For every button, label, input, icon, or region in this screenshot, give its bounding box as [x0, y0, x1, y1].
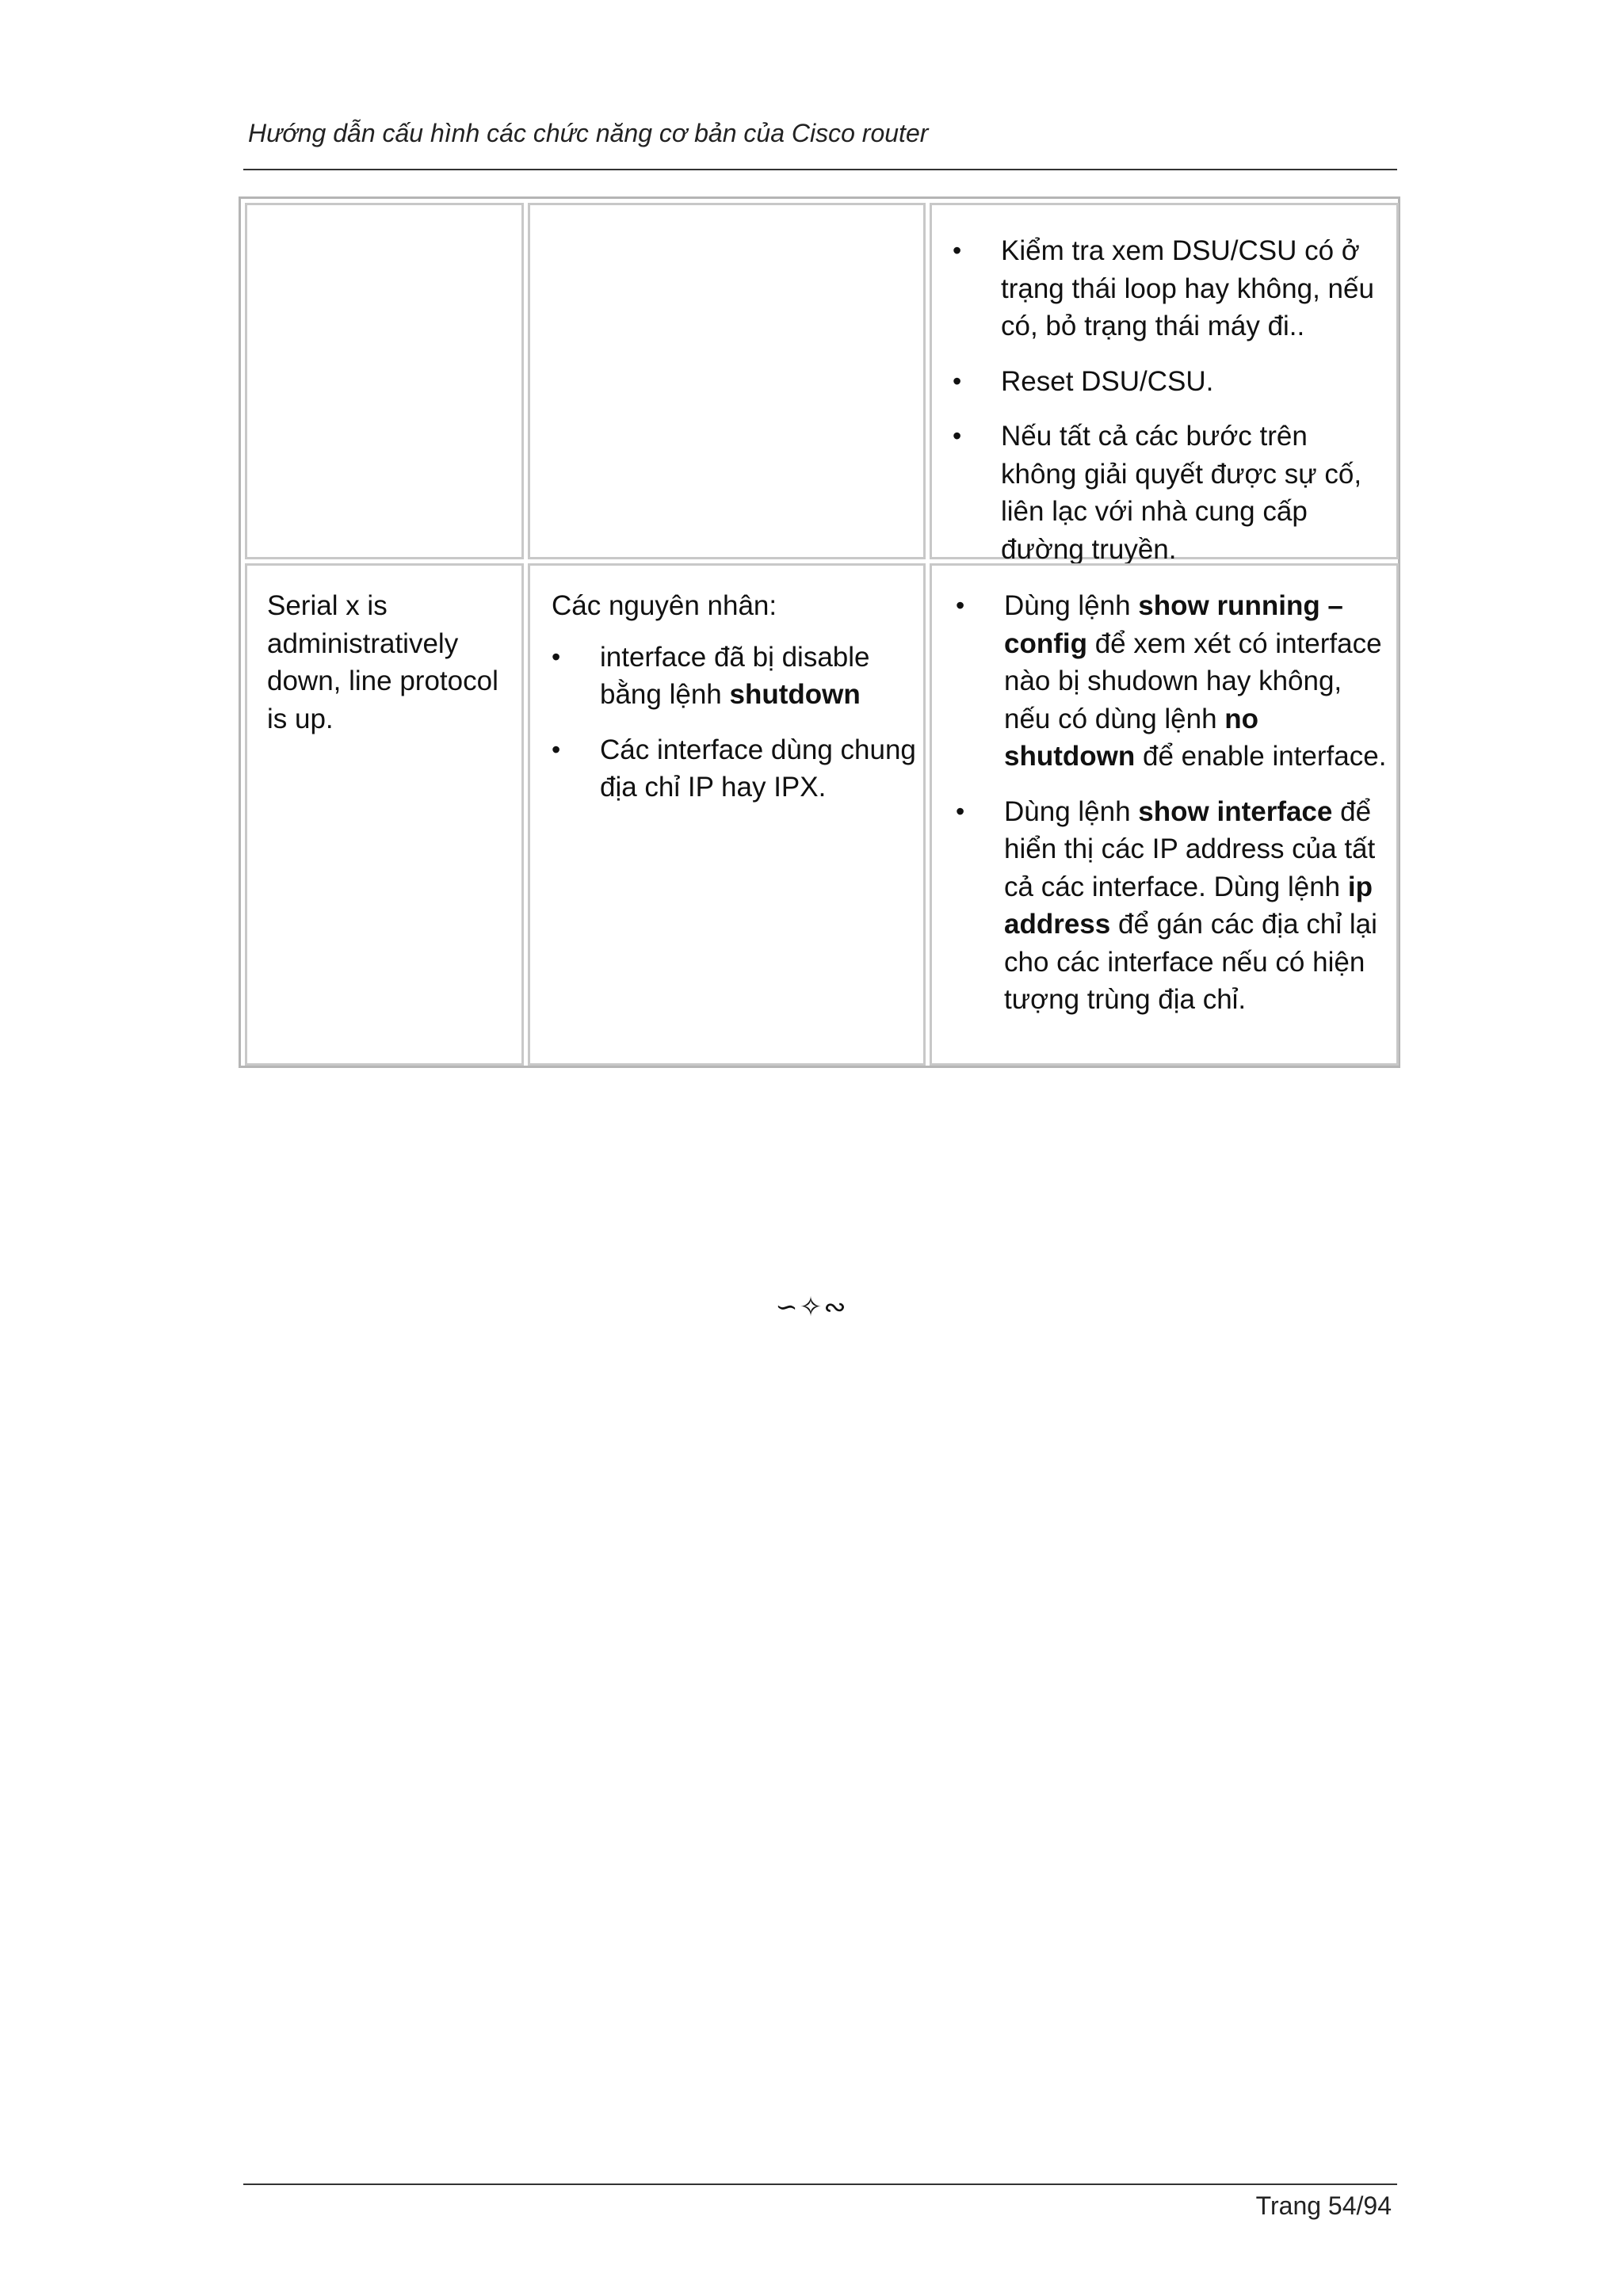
list-item	[953, 363, 1390, 401]
list-item	[956, 793, 1392, 1019]
item-text: Dùng lệnh	[1004, 795, 1139, 827]
row2-action-list	[956, 587, 1392, 1019]
row1-cause-cell	[528, 203, 926, 559]
item-text: Reset DSU/CSU.	[1001, 365, 1214, 397]
bullet-icon: •	[956, 591, 965, 620]
row1-symptom-cell	[245, 203, 524, 559]
item-text: Nếu tất cả các bước trên không giải quyết được sự cố, liên lạc với nhà cung cấp đường truyền.	[1001, 421, 1362, 565]
row2-cause-cell	[528, 563, 926, 1066]
item-text: Các interface dùng chung địa chỉ IP hay IPX.	[600, 734, 916, 803]
item-text: để enable interface.	[1135, 741, 1387, 772]
command-text: show interface	[1138, 795, 1333, 827]
row2-symptom-text: Serial x is administratively down, line protocol is up.	[267, 590, 498, 734]
list-item	[956, 587, 1392, 776]
item-text: Kiểm tra xem DSU/CSU có ở trạng thái loop hay không, nếu có, bỏ trạng thái máy đi..	[1001, 235, 1374, 341]
row2-cause-intro: Các nguyên nhân:	[552, 590, 777, 621]
item-text: để gán các địa chỉ lại cho các interface nếu có hiện tượng trùng địa chỉ.	[1004, 909, 1377, 1015]
troubleshooting-table	[239, 196, 1400, 1068]
command-text: no shutdown	[1004, 703, 1259, 772]
bullet-icon: •	[956, 796, 965, 826]
command-text: ip address	[1004, 871, 1373, 940]
page-number: Trang 54/94	[1255, 2191, 1392, 2220]
list-item	[953, 232, 1390, 345]
row1-action-cell	[930, 203, 1399, 565]
item-text: Dùng lệnh	[1004, 590, 1139, 621]
command-text: shutdown	[729, 679, 861, 710]
bullet-icon: •	[953, 421, 962, 450]
bullet-icon: •	[953, 236, 962, 265]
list-item	[552, 639, 917, 714]
item-text: để hiển thị các IP address của tất cả các interface. Dùng lệnh	[1004, 795, 1376, 902]
list-item	[552, 731, 917, 807]
row2-symptom-cell	[245, 563, 524, 1066]
footer-divider	[243, 2183, 1397, 2185]
bullet-icon: •	[552, 734, 561, 764]
document-header-title: Hướng dẫn cấu hình các chức năng cơ bản của Cisco router	[248, 119, 929, 147]
row1-action-list	[953, 232, 1390, 568]
bullet-icon: •	[953, 366, 962, 395]
row2-action-cell	[930, 563, 1399, 1066]
section-ornament: ∽✧∾	[775, 1291, 848, 1323]
header-divider	[243, 169, 1397, 170]
bullet-icon: •	[552, 642, 561, 671]
row2-cause-list	[552, 639, 917, 807]
command-text: show running –config	[1004, 590, 1343, 659]
item-text: interface đã bị disable bằng lệnh	[600, 641, 870, 710]
item-text: để xem xét có interface nào bị shudown hay không, nếu có dùng lệnh	[1004, 627, 1382, 734]
list-item	[953, 418, 1390, 568]
